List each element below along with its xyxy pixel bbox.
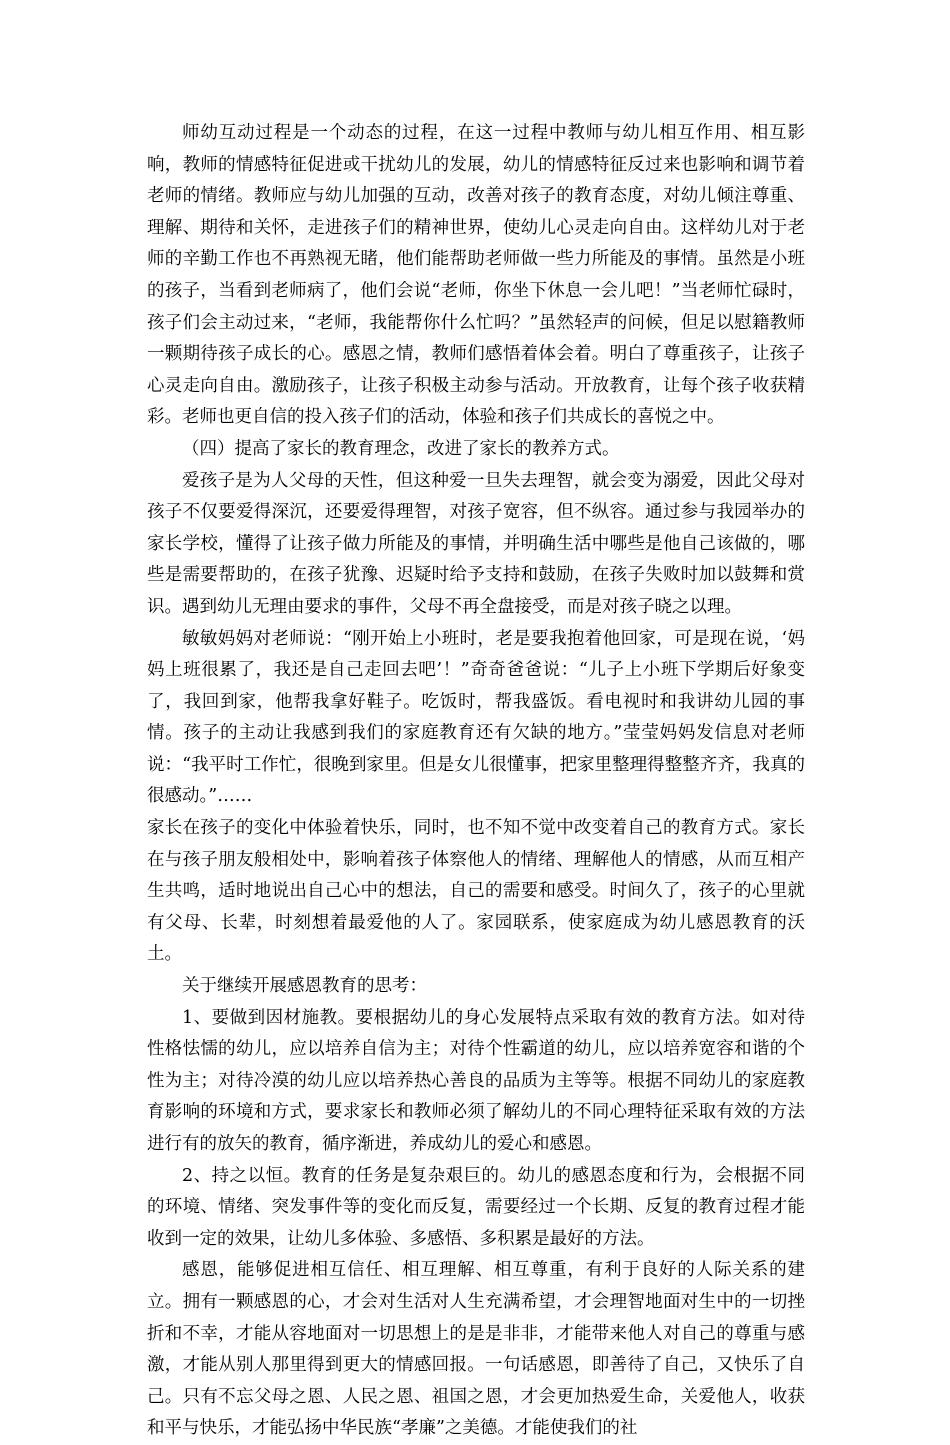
document-body <box>147 118 805 1445</box>
paragraph-teacher-child-interaction: 师幼互动过程是一个动态的过程，在这一过程中教师与幼儿相互作用、相互影响，教师的情感特征促进或干扰幼儿的发展，幼儿的情感特征反过来也影响和调节着老师的情绪。教师应与幼儿加强的互动，改善对孩子的教育态度，对幼儿倾注尊重、理解、期待和关怀，走进孩子们的精神世界，使幼儿心灵走向自由。这样幼儿对于老师的辛勤工作也不再熟视无睹，他们能帮助老师做一些力所能及的事情。虽然是小班的孩子，当看到老师病了，他们会说“老师，你坐下休息一会儿吧！”当老师忙碌时，孩子们会主动过来，“老师，我能帮你什么忙吗？”虽然轻声的问候，但足以慰籍教师一颗期待孩子成长的心。感恩之情，教师们感悟着体会着。明白了尊重孩子，让孩子心灵走向自由。激励孩子，让孩子积极主动参与活动。开放教育，让每个孩子收获精彩。老师也更自信的投入孩子们的活动，体验和孩子们共成长的喜悦之中。 <box>147 123 805 428</box>
paragraph-parental-love: 爱孩子是为人父母的天性，但这种爱一旦失去理智，就会变为溺爱，因此父母对孩子不仅要爱得深沉，还要爱得理智，对孩子宽容，但不纵容。通过参与我园举办的家长学校，懂得了让孩子做力所能及的事情，并明确生活中哪些是他自己该做的，哪些是需要帮助的，在孩子犹豫、迟疑时给予支持和鼓励，在孩子失败时加以鼓舞和赏识。遇到幼儿无理由要求的事件，父母不再全盘接受，而是对孩子晓之以理。 <box>147 470 805 617</box>
paragraph-conclusion: 感恩，能够促进相互信任、相互理解、相互尊重，有利于良好的人际关系的建立。拥有一颗感恩的心，才会对生活对人生充满希望，才会理智地面对生中的一切挫折和不幸，才能从容地面对一切思想上的是是非非，才能带来他人对自己的尊重与感激，才能从别人那里得到更大的情感回报。一句话感恩，即善待了自己，又快乐了自己。只有不忘父母之恩、人民之恩、祖国之恩，才会更加热爱生命，关爱他人，收获和平与快乐，才能弘扬中华民族“孝廉”之美德。才能使我们的社 <box>147 1260 805 1439</box>
paragraph-point-2: 2、持之以恒。教育的任务是复杂艰巨的。幼儿的感恩态度和行为，会根据不同的环境、情绪、突发事件等的变化而反复，需要经过一个长期、反复的教育过程才能收到一定的效果，让幼儿多体验、多感悟、多积累是最好的方法。 <box>147 1165 805 1249</box>
paragraph-parent-quotes: 敏敏妈妈对老师说：“刚开始上小班时，老是要我抱着他回家，可是现在说，‘妈妈上班很累了，我还是自己走回去吧’！”奇奇爸爸说：“儿子上小班下学期后好象变了，我回到家，他帮我拿好鞋子。吃饭时，帮我盛饭。看电视时和我讲幼儿园的事情。孩子的主动让我感到我们的家庭教育还有欠缺的地方。”莹莹妈妈发信息对老师说：“我平时工作忙，很晚到家里。但是女儿很懂事，把家里整理得整整齐齐，我真的很感动。”…… <box>147 628 805 807</box>
section-heading-parents: （四）提高了家长的教育理念，改进了家长的教养方式。 <box>182 438 620 459</box>
paragraph-parent-change: 家长在孩子的变化中体验着快乐，同时，也不知不觉中改变着自己的教育方式。家长在与孩子朋友般相处中，影响着孩子体察他人的情绪、理解他人的情感，从而互相产生共鸣，适时地说出自己心中的想法，自己的需要和感受。时间久了，孩子的心里就有父母、长辈，时刻想着最爱他的人了。家园联系，使家庭成为幼儿感恩教育的沃土。 <box>147 818 805 965</box>
paragraph-point-1: 1、要做到因材施教。要根据幼儿的身心发展特点采取有效的教育方法。如对待性格怯懦的幼儿，应以培养自信为主；对待个性霸道的幼儿，应以培养宽容和谐的个性为主；对待冷漠的幼儿应以培养热心善良的品质为主等等。根据不同幼儿的家庭教育影响的环境和方式，要求家长和教师必须了解幼儿的不同心理特征采取有效的方法进行有的放矢的教育，循序渐进，养成幼儿的爱心和感恩。 <box>147 1007 805 1154</box>
heading-reflections: 关于继续开展感恩教育的思考： <box>182 976 427 997</box>
